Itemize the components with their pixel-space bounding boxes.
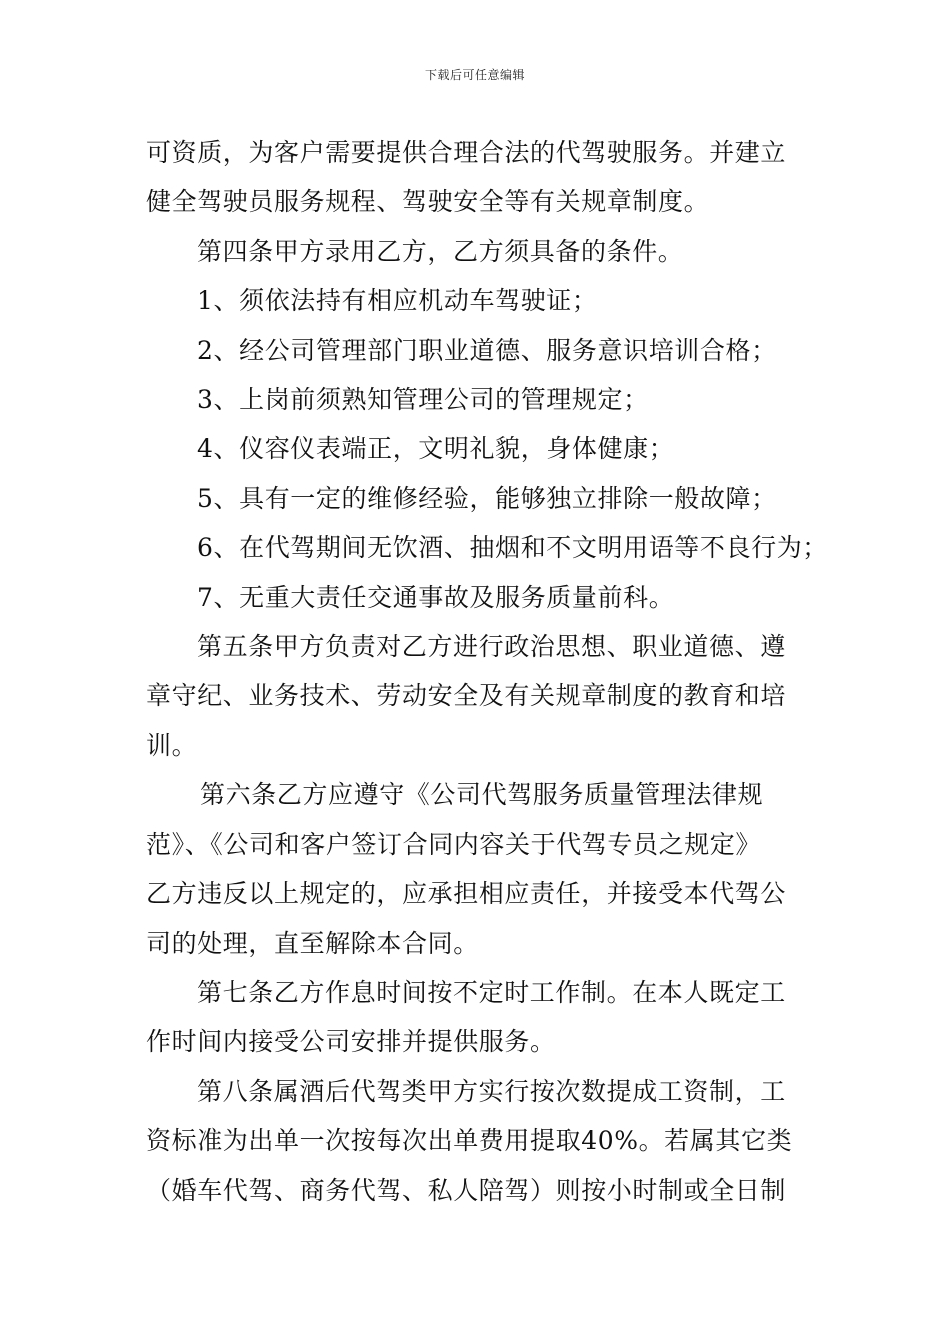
list-item: 7、无重大责任交通事故及服务质量前科。	[197, 582, 675, 612]
article-8-paragraph: 第八条属酒后代驾类甲方实行按次数提成工资制，工	[197, 1076, 786, 1106]
list-item: 1、须依法持有相应机动车驾驶证；	[197, 286, 598, 316]
text-line: 训。	[146, 730, 198, 760]
list-item: 4、仪容仪表端正，文明礼貌，身体健康；	[197, 434, 675, 464]
list-item: 3、上岗前须熟知管理公司的管理规定；	[197, 385, 649, 415]
list-item: 6、在代驾期间无饮酒、抽烟和不文明用语等不良行为；	[197, 533, 828, 563]
list-item: 5、具有一定的维修经验，能够独立排除一般故障；	[197, 483, 777, 513]
list-item: 2、经公司管理部门职业道德、服务意识培训合格；	[197, 335, 777, 365]
text-line: 章守纪、业务技术、劳动安全及有关规章制度的教育和培	[146, 681, 787, 711]
text-line: （婚车代驾、商务代驾、私人陪驾）则按小时制或全日制	[146, 1175, 787, 1205]
document-body	[146, 128, 828, 1215]
article-6-paragraph: 第六条乙方应遵守《公司代驾服务质量管理法律规	[200, 780, 764, 810]
article-5-paragraph: 第五条甲方负责对乙方进行政治思想、职业道德、遵	[197, 632, 786, 662]
text-line: 可资质，为客户需要提供合理合法的代驾驶服务。并建立	[146, 138, 787, 167]
text-line: 范》、《公司和客户签订合同内容关于代驾专员之规定》	[146, 829, 762, 859]
text-line: 健全驾驶员服务规程、驾驶安全等有关规章制度。	[146, 187, 710, 217]
text-line: 作时间内接受公司安排并提供服务。	[146, 1027, 556, 1057]
text-line: 乙方违反以上规定的，应承担相应责任，并接受本代驾公	[146, 879, 787, 909]
text-line: 资标准为出单一次按每次出单费用提取40%。若属其它类	[146, 1126, 793, 1156]
page-header-note: 下载后可任意编辑	[424, 68, 525, 82]
article-4-heading: 第四条甲方录用乙方，乙方须具备的条件。	[197, 236, 684, 266]
article-7-paragraph: 第七条乙方作息时间按不定时工作制。在本人既定工	[197, 977, 786, 1007]
text-line: 司的处理，直至解除本合同。	[146, 928, 479, 958]
